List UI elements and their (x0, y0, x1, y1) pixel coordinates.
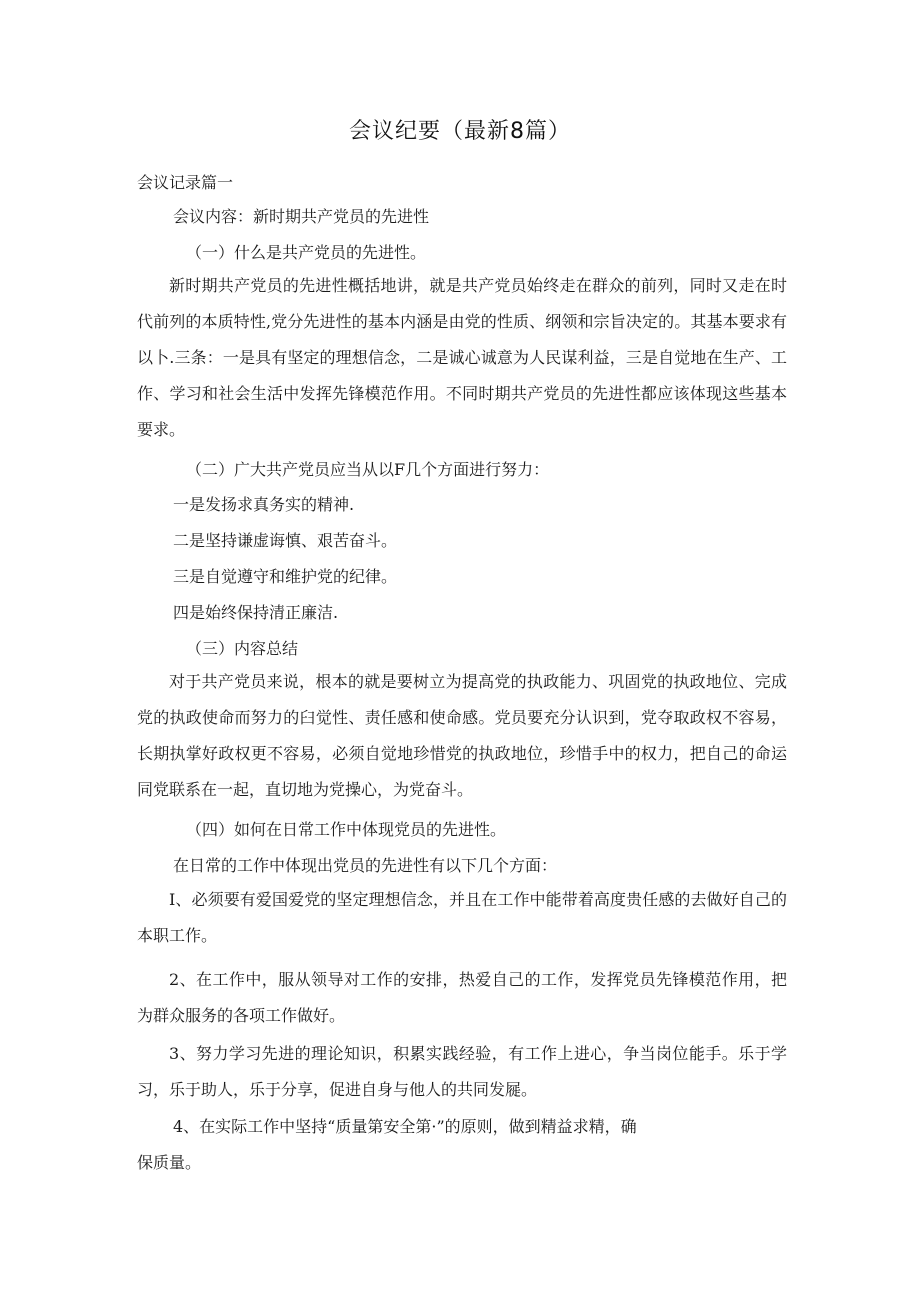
part2-item: 二是坚持谦虚诲慎、艰苦奋斗。 (173, 531, 398, 550)
part2-item: 四是始终保持清正廉洁. (173, 603, 339, 622)
part3-paragraph: 对于共产党员来说，根本的就是要树立为提高党的执政能力、巩固党的执政地位、完成党的执政使命而努力的臼觉性、责任感和使命感。党员要充分认识到，党夺取政权不容易，长期执掌好政权更不容易，必须自觉地珍惜党的执政地位，珍惜手中的权力，把自己的命运同党联系在一起，直切地为党操心，为党奋斗。 (137, 672, 787, 799)
part1-paragraph: 新时期共产党员的先进性概括地讲，就是共产党员始终走在群众的前列，同时又走在时代前列的本质特性,党分先进性的基本内涵是由党的性质、纲领和宗旨决定的。其基本要求有以卜.三条：一是具有坚定的理想信念，二是诚心诚意为人民谋利益，三是自觉地在生产、工作、学习和社会生活中发挥先锋模范作用。不同时期共产党员的先进性都应该体现这些基本要求。 (137, 276, 787, 439)
part4-point4-line2: 保质量。 (137, 1153, 202, 1172)
page-title: 会议纪要（最新8篇） (349, 119, 571, 144)
part4-point: I、必须要有爱国爱党的坚定理想信念，并且在工作中能带着高度贵任感的去做好自己的本职工作。 (137, 890, 787, 945)
section-heading: 会议记录篇一 (137, 173, 234, 192)
part2-heading: （二）广大共产党员应当从以F几个方面进行努力： (186, 460, 550, 479)
part4-point: 2、在工作中，服从领导对工作的安排，热爱自己的工作，发挥党员先锋模范作用，把为群众服务的各项工作做好。 (137, 970, 787, 1025)
part3-heading: （三）内容总结 (186, 639, 299, 658)
part2-item: 一是发扬求真务实的精神. (173, 495, 355, 514)
part4-point4-line1: 4、在实际工作中坚持“质量第安全第·”的原则，做到精益求精，确 (173, 1117, 637, 1136)
part1-heading: （一）什么是共产党员的先进性。 (186, 243, 427, 262)
part4-heading: （四）如何在日常工作中体现党员的先进性。 (186, 820, 507, 839)
meeting-content-line: 会议内容：新时期共产党员的先进性 (173, 207, 430, 226)
part4-intro: 在日常的工作中体现出党员的先进性有以下几个方面： (173, 856, 558, 875)
part4-point: 3、努力学习先进的理论知识，积累实践经验，有工作上进心，争当岗位能手。乐于学习，乐于助人，乐于分享，促进自身与他人的共同发屣。 (137, 1044, 787, 1099)
part2-item: 三是自觉遵守和维护党的纪律。 (173, 567, 398, 586)
